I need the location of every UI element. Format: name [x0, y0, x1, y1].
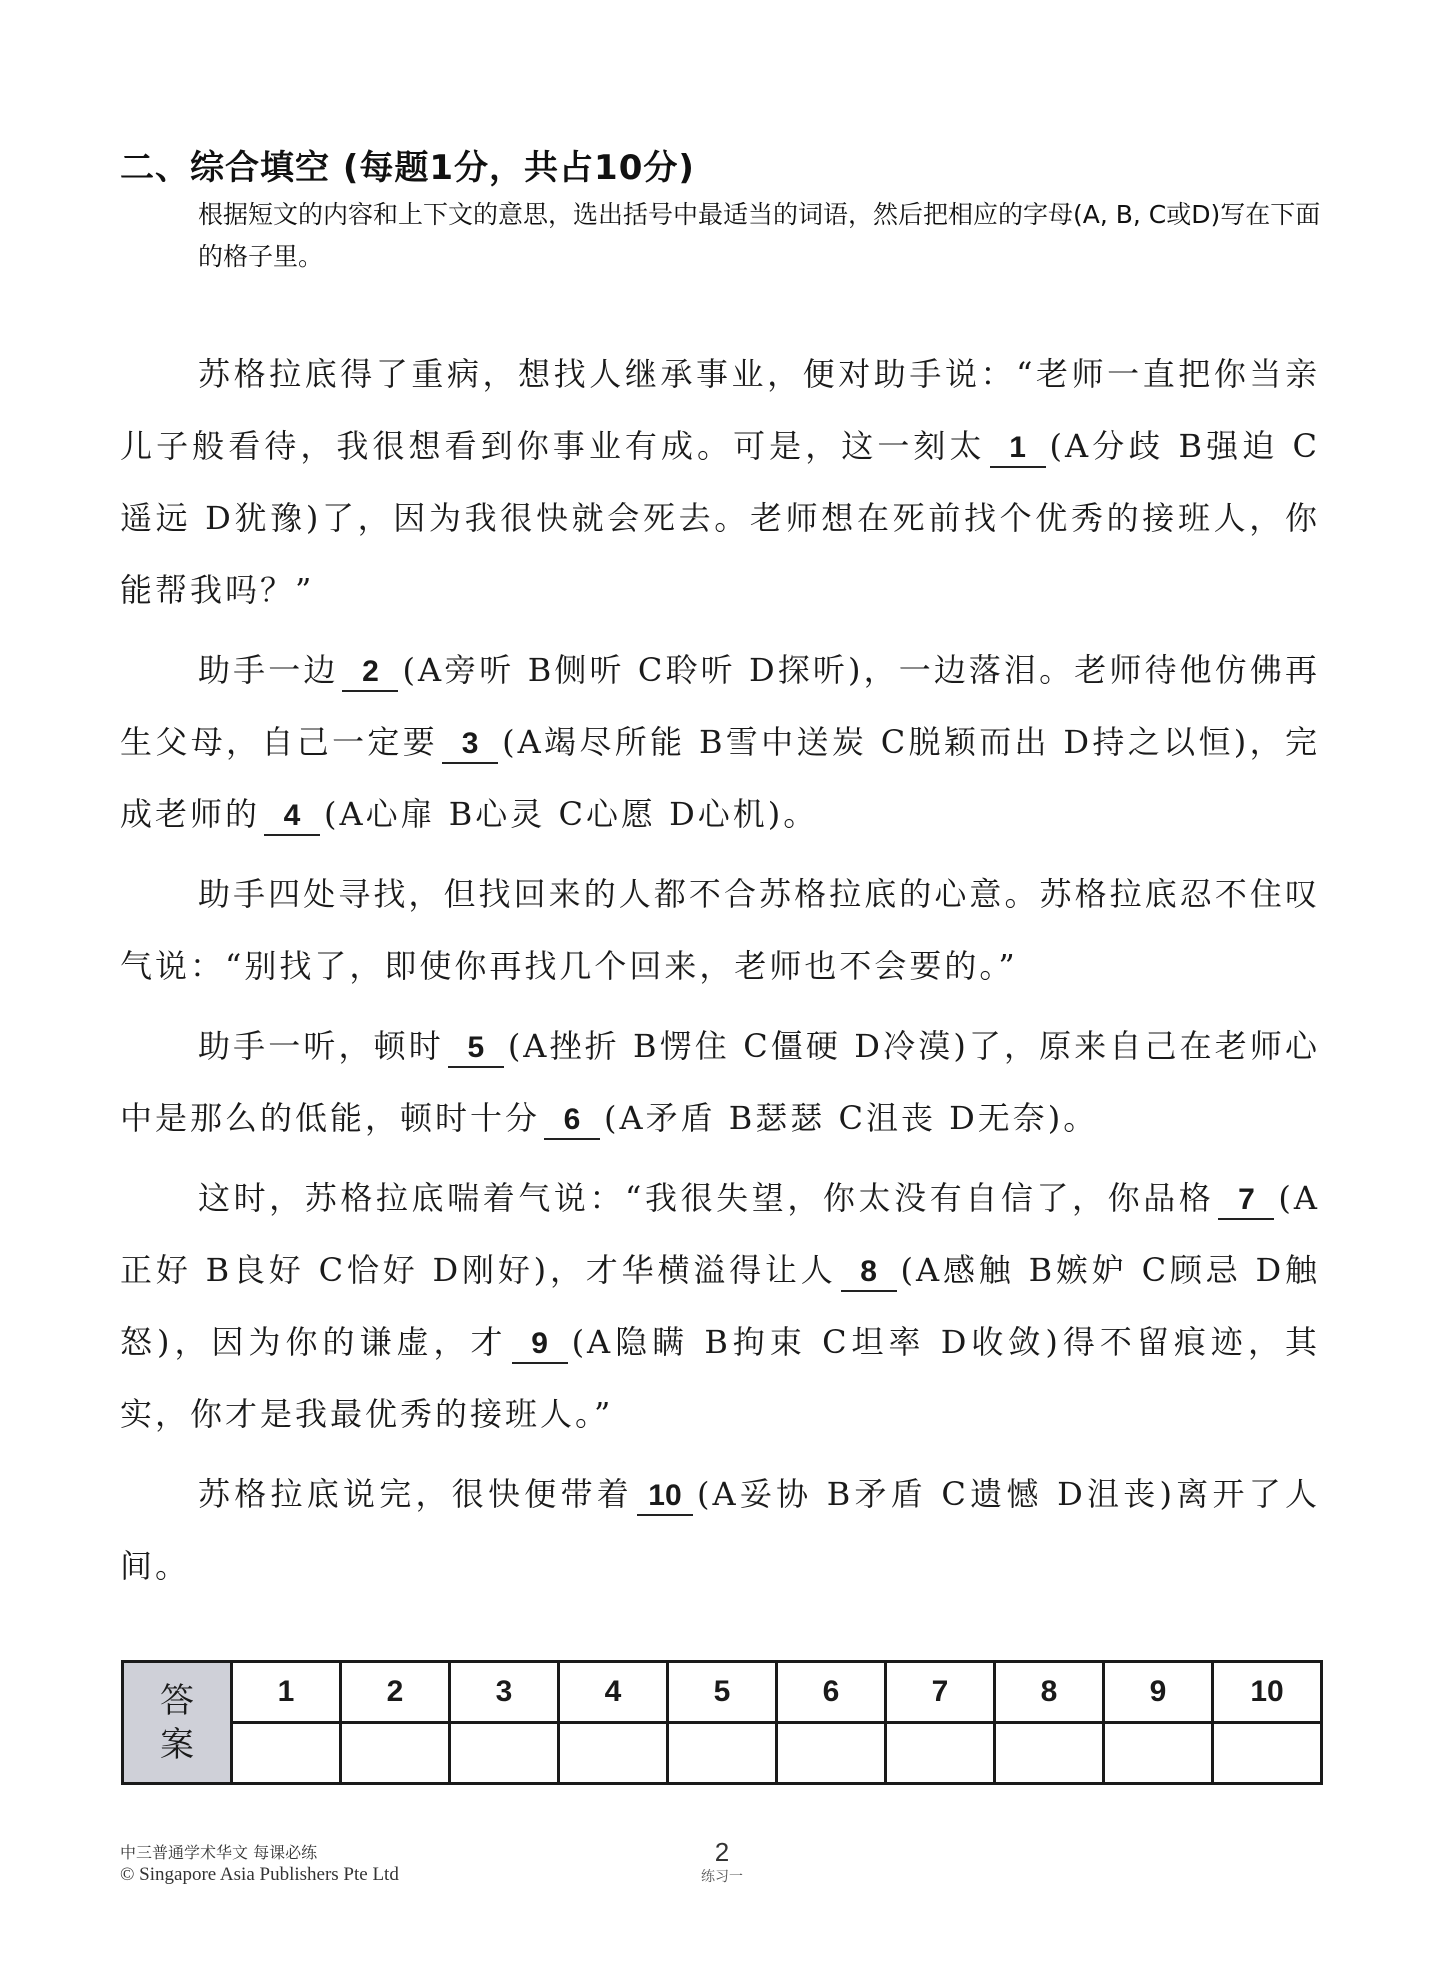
answer-label — [123, 1662, 232, 1784]
options-1: (A分歧 B强迫 C遥远 D犹豫) — [120, 427, 1320, 537]
text: 。 — [783, 795, 819, 833]
answer-cell-10[interactable] — [1213, 1723, 1322, 1784]
passage — [120, 338, 1320, 1610]
answer-cell-8[interactable] — [995, 1723, 1104, 1784]
options-7: (A正好 B良好 C恰好 D刚好) — [120, 1179, 1320, 1289]
blank-5: 5 — [448, 1030, 504, 1068]
label-bottom: 案 — [160, 1724, 194, 1765]
answer-table — [121, 1660, 1323, 1785]
blank-10: 10 — [637, 1478, 693, 1516]
options-5: (A挫折 B愣住 C僵硬 D冷漠) — [507, 1027, 969, 1065]
answer-number: 4 — [559, 1662, 668, 1723]
blank-1: 1 — [990, 430, 1046, 468]
blank-6: 6 — [544, 1102, 600, 1140]
text: 苏格拉底得了重病，想找人继承事业，便对助手说：“老师一直把你当亲儿子般看待，我很想看到你事业有成。可是，这一刻太 — [120, 355, 1320, 465]
text: 苏格拉底说完，很快便带着 — [198, 1475, 633, 1513]
options-3: (A竭尽所能 B雪中送炭 C脱颖而出 D持之以恒) — [502, 723, 1250, 761]
answer-number: 8 — [995, 1662, 1104, 1723]
footer-center — [690, 1838, 754, 1888]
text: ，完成老师的 — [120, 723, 1320, 833]
answer-cell-3[interactable] — [450, 1723, 559, 1784]
book-title: 中三普通学术华文 每课必练 — [120, 1843, 318, 1862]
answer-number: 6 — [777, 1662, 886, 1723]
options-10: (A妥协 B矛盾 C遗憾 D沮丧) — [696, 1475, 1175, 1513]
text: 助手一听，顿时 — [198, 1027, 444, 1065]
answer-number: 10 — [1213, 1662, 1322, 1723]
paragraph-1 — [120, 338, 1320, 626]
text: 了，因为我很快就会死去。老师想在死前找个优秀的接班人，你能帮我吗？” — [120, 499, 1320, 609]
blank-8: 8 — [841, 1254, 897, 1292]
answer-cell-6[interactable] — [777, 1723, 886, 1784]
paragraph-6 — [120, 1458, 1320, 1602]
options-9: (A隐瞒 B拘束 C坦率 D收敛) — [571, 1323, 1061, 1361]
options-2: (A旁听 B侧听 C聆听 D探听) — [402, 651, 864, 689]
text: 得不留痕迹，其实，你才是我最优秀的接班人。” — [120, 1323, 1320, 1433]
answer-number: 1 — [232, 1662, 341, 1723]
footer-left — [120, 1842, 399, 1886]
answer-number: 3 — [450, 1662, 559, 1723]
blank-9: 9 — [512, 1326, 568, 1364]
text: 。 — [1063, 1099, 1099, 1137]
paragraph-5 — [120, 1162, 1320, 1450]
blank-4: 4 — [264, 798, 320, 836]
answer-cell-4[interactable] — [559, 1723, 668, 1784]
blank-3: 3 — [442, 726, 498, 764]
text: 助手四处寻找，但找回来的人都不合苏格拉底的心意。苏格拉底忍不住叹气说：“别找了，即使你再找几个回来，老师也不会要的。” — [120, 875, 1320, 985]
exercise-label: 练习一 — [701, 1869, 743, 1885]
page-number: 2 — [714, 1837, 730, 1867]
answer-number: 5 — [668, 1662, 777, 1723]
answer-number: 7 — [886, 1662, 995, 1723]
answer-cell-1[interactable] — [232, 1723, 341, 1784]
answer-cell-7[interactable] — [886, 1723, 995, 1784]
answer-number: 2 — [341, 1662, 450, 1723]
text: 助手一边 — [198, 651, 339, 689]
instructions: 根据短文的内容和上下文的意思，选出括号中最适当的词语，然后把相应的字母(A, B, C或D)写在下面的格子里。 — [198, 200, 1321, 271]
paragraph-2 — [120, 634, 1320, 850]
answer-cell-2[interactable] — [341, 1723, 450, 1784]
answer-input-row — [123, 1723, 1322, 1784]
copyright: © Singapore Asia Publishers Pte Ltd — [120, 1864, 399, 1885]
text: 这时，苏格拉底喘着气说：“我很失望，你太没有自信了，你品格 — [198, 1179, 1215, 1217]
paragraph-4 — [120, 1010, 1320, 1154]
label-top: 答 — [160, 1680, 194, 1721]
blank-2: 2 — [342, 654, 398, 692]
answer-cell-5[interactable] — [668, 1723, 777, 1784]
blank-7: 7 — [1218, 1182, 1274, 1220]
text: ，因为你的谦虚，才 — [172, 1323, 508, 1361]
options-4: (A心扉 B心灵 C心愿 D心机) — [324, 795, 784, 833]
text: ，才华横溢得让人 — [549, 1251, 837, 1289]
answer-number-row — [123, 1662, 1322, 1723]
paragraph-3 — [120, 858, 1320, 1002]
section-title: 二、综合填空 (每题1分，共占10分) — [120, 148, 695, 188]
answer-cell-9[interactable] — [1104, 1723, 1213, 1784]
options-6: (A矛盾 B瑟瑟 C沮丧 D无奈) — [604, 1099, 1064, 1137]
text: 了，原来自己在老师心中是那么的低能，顿时十分 — [120, 1027, 1320, 1137]
answer-number: 9 — [1104, 1662, 1213, 1723]
options-8: (A感触 B嫉妒 C顾忌 D触怒) — [120, 1251, 1320, 1361]
text: 离开了人间。 — [120, 1475, 1320, 1585]
text: ，一边落泪。老师待他仿佛再生父母，自己一定要 — [120, 651, 1320, 761]
